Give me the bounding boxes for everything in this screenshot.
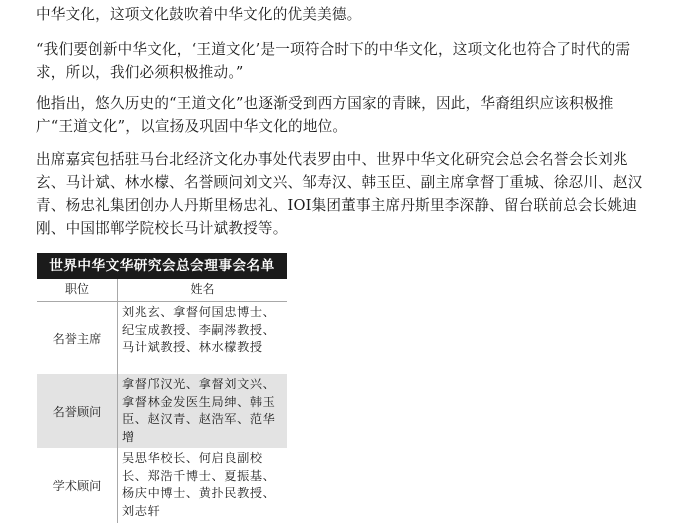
article-paragraph: 中华文化，这项文化鼓吹着中华文化的优美美德。: [36, 6, 362, 23]
names-column-header: 姓名: [117, 279, 287, 301]
table-row: [37, 448, 287, 523]
position-cell: 名誉顾问: [52, 404, 102, 419]
names-cell: 吴思华校长、何启良副校长、郑浩千博士、夏振基、杨庆中博士、黄扑民教授、刘志轩: [117, 448, 287, 523]
article-paragraph: 出席嘉宾包括驻马台北经济文化办事处代表罗由中、世界中华文化研究会总会名誉会长刘兆玄、马计斌、林水檬、名誉顾问刘文兴、邹寿汉、韩玉臣、副主席拿督丁重城、徐忍川、赵汉青、杨忠礼集团创办人丹斯里杨忠礼、IOI集团董事主席丹斯里李深静、留台联前总会长姚迪刚、中国邯郸学院校长马计斌教授等。: [36, 151, 643, 237]
council-list-header: [37, 279, 287, 302]
article-paragraph: 他指出，悠久历史的“王道文化”也逐渐受到西方国家的青睐，因此，华裔组织应该积极推广“王道文化”，以宣扬及巩固中华文化的地位。: [36, 95, 614, 135]
position-cell: 学术顾问: [52, 479, 102, 493]
table-row: [37, 302, 287, 374]
council-list-box: [37, 253, 287, 523]
position-column-header: 职位: [64, 282, 89, 296]
table-row: [37, 374, 287, 448]
council-list-title: 世界中华文华研究会总会理事会名单: [37, 253, 287, 279]
position-cell: 名誉主席: [52, 331, 102, 346]
names-cell: 拿督邝汉光、拿督刘文兴、拿督林金发医生局绅、韩玉臣、赵汉青、赵浩军、范华增: [117, 374, 287, 448]
names-cell: 刘兆玄、拿督何国忠博士、纪宝成教授、李嗣涔教授、马计斌教授、林水檬教授: [117, 302, 287, 374]
article-paragraph: “我们要创新中华文化，‘王道文化’是一项符合时下的中华文化，这项文化也符合了时代的需求，所以，我们必须积极推动。”: [36, 41, 631, 81]
